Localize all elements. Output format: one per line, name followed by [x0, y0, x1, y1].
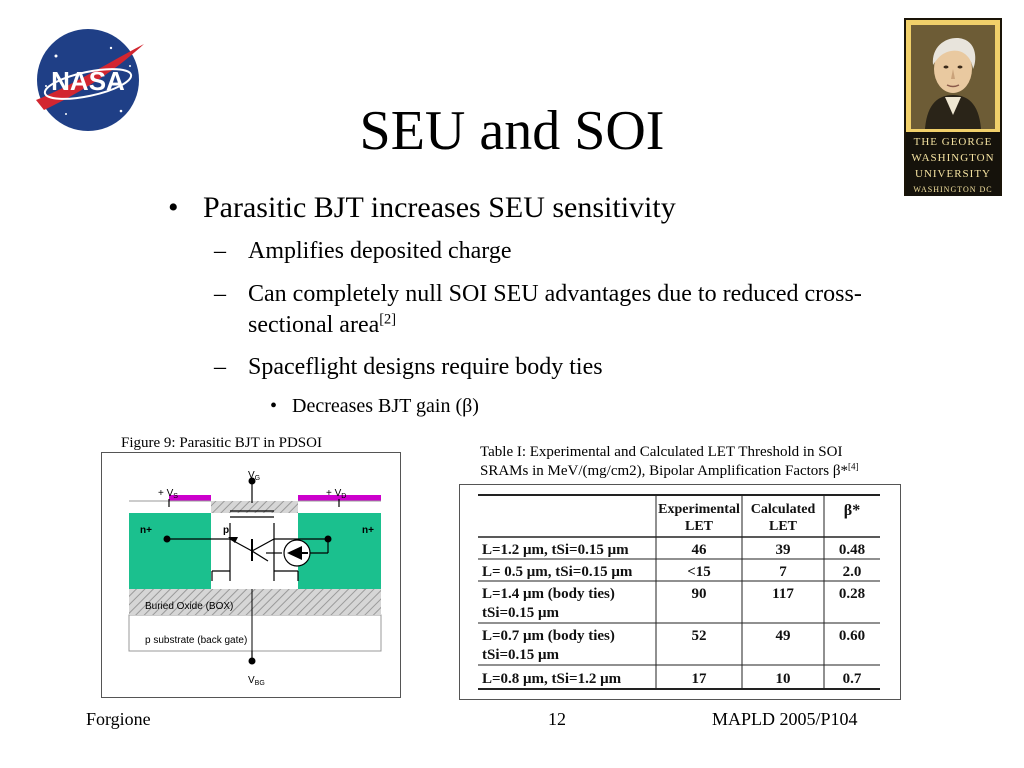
- table-row-1-experimental: 46: [691, 542, 707, 558]
- box-label: Buried Oxide (BOX): [145, 601, 234, 612]
- table-row-5-experimental: 17: [691, 671, 707, 687]
- n-plus-right-label: n+: [362, 525, 374, 536]
- substrate-label: p substrate (back gate): [145, 635, 248, 646]
- reference-2: [2]: [379, 311, 397, 328]
- p-label: p: [223, 525, 230, 536]
- header-beta: β*: [843, 502, 861, 519]
- table-row-4-calculated: 49: [775, 628, 791, 644]
- table-row-2-label: L= 0.5 μm, tSi=0.15 μm: [482, 564, 633, 580]
- gwu-line-3: UNIVERSITY: [915, 168, 991, 180]
- pdsoi-diagram: [101, 452, 401, 698]
- bullet-decreases-gain: Decreases BJT gain (β): [292, 395, 479, 417]
- table-row-1-beta: 0.48: [838, 542, 866, 558]
- dash-marker: –: [214, 238, 226, 264]
- table-row-1-label: L=1.2 μm, tSi=0.15 μm: [482, 542, 629, 558]
- table-row-3-calculated: 117: [772, 586, 794, 602]
- vbg-label: $V_{BG}$: [248, 675, 265, 687]
- nasa-wordmark: NASA: [51, 66, 125, 96]
- bullet-body-ties: Spaceflight designs require body ties: [248, 354, 603, 380]
- dash-marker: –: [214, 281, 226, 307]
- vg-label: $V_G$: [248, 470, 261, 482]
- figure-caption: Figure 9: Parasitic BJT in PDSOI: [121, 435, 322, 451]
- table-row-5-label: L=0.8 μm, tSi=1.2 μm: [482, 671, 622, 687]
- bullet-marker: •: [270, 395, 278, 417]
- table-row-1-calculated: 39: [775, 542, 791, 558]
- table-row-4-beta: 0.60: [838, 628, 866, 644]
- reference-4: [4]: [848, 461, 859, 472]
- table-row-2-beta: 2.0: [842, 564, 862, 580]
- vs-label: + $V_S$: [158, 488, 178, 500]
- bullet-parasitic-bjt: Parasitic BJT increases SEU sensitivity: [203, 191, 676, 224]
- table-caption: [480, 443, 940, 481]
- table-row-4-experimental: 52: [691, 628, 707, 644]
- gwu-line-2: WASHINGTON: [911, 152, 995, 164]
- header-calculated: Calculated LET: [750, 502, 816, 534]
- footer-author: Forgione: [86, 709, 151, 729]
- footer-conference: MAPLD 2005/P104: [712, 709, 858, 729]
- gwu-line-1: THE GEORGE: [913, 136, 993, 148]
- table-caption-line-1: Table I: Experimental and Calculated LET Threshold in SOI: [480, 444, 843, 460]
- let-threshold-table: [459, 484, 901, 700]
- table-row-2-experimental: <15: [687, 564, 711, 580]
- bullet-null-advantages-text: Can completely null SOI SEU advantages due to reduced cross-sectional area: [248, 281, 862, 338]
- table-caption-line-2: SRAMs in MeV/(mg/cm2), Bipolar Amplification Factors β*: [480, 463, 849, 479]
- table-row-5-beta: 0.7: [842, 671, 862, 687]
- table-row-3-beta: 0.28: [838, 586, 866, 602]
- vd-label: + $V_D$: [326, 488, 347, 500]
- dash-marker: –: [214, 354, 226, 380]
- bullet-marker: •: [168, 191, 179, 224]
- slide-title: SEU and SOI: [359, 100, 665, 162]
- n-plus-left-label: n+: [140, 525, 152, 536]
- footer-page-number: 12: [548, 709, 566, 729]
- table-row-3-label: L=1.4 μm (body ties) tSi=0.15 μm: [482, 586, 615, 621]
- gwu-line-4: WASHINGTON DC: [913, 185, 993, 194]
- header-experimental: Experimental LET: [658, 502, 740, 534]
- bullet-amplifies-charge: Amplifies deposited charge: [248, 238, 512, 264]
- table-row-4-label: L=0.7 μm (body ties) tSi=0.15 μm: [482, 628, 615, 663]
- table-row-5-calculated: 10: [775, 671, 791, 687]
- bullet-null-advantages: [248, 279, 908, 341]
- table-row-2-calculated: 7: [779, 564, 787, 580]
- table-row-3-experimental: 90: [691, 586, 707, 602]
